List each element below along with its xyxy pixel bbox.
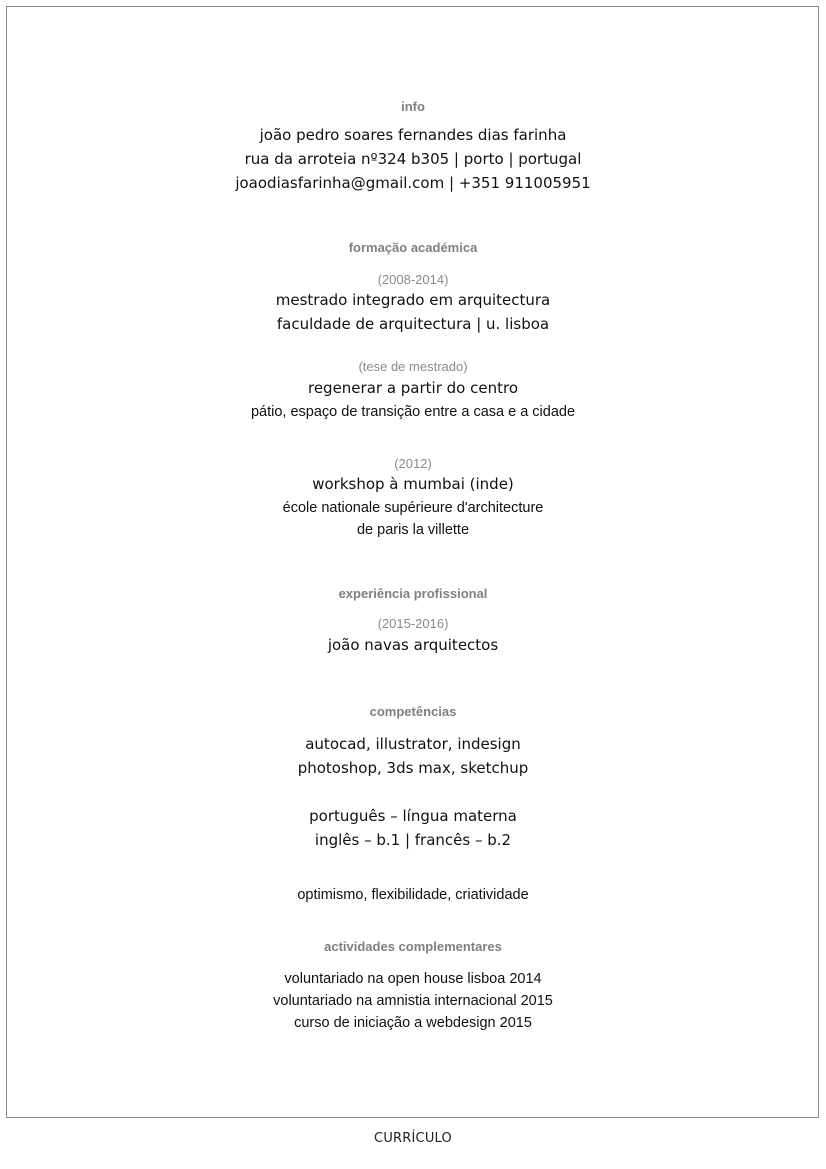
thesis-title: regenerar a partir do centro [307, 379, 518, 397]
experience-employer: joão navas arquitectos [327, 636, 499, 654]
education-title: mestrado integrado em arquitectura [275, 291, 551, 309]
thesis-subtitle: pátio, espaço de transição entre a casa e a cidade [250, 404, 576, 420]
section-heading-activities: actividades complementares [324, 939, 502, 954]
activity-item: curso de iniciação a webdesign 2015 [294, 1015, 532, 1031]
section-heading-info: info [401, 99, 425, 114]
skills-software-line: photoshop, 3ds max, sketchup [297, 759, 529, 777]
experience-period: (2015-2016) [377, 616, 449, 631]
education-period: (2008-2014) [377, 272, 449, 287]
skills-software-line: autocad, illustrator, indesign [305, 735, 521, 753]
activity-item: voluntariado na open house lisboa 2014 [284, 971, 542, 987]
workshop-institution-cont: de paris la villette [356, 522, 470, 538]
skills-language-line: inglês – b.1 | francês – b.2 [314, 831, 512, 849]
workshop-title: workshop à mumbai (inde) [312, 475, 514, 493]
name-line: joão pedro soares fernandes dias farinha [259, 126, 567, 144]
page-footer-label: CURRÍCULO [374, 1131, 452, 1146]
workshop-period: (2012) [394, 456, 432, 471]
workshop-institution: école nationale supérieure d'architecture [282, 500, 544, 516]
section-heading-experience: experiência profissional [338, 586, 488, 601]
section-heading-skills: competências [369, 704, 457, 719]
thesis-label: (tese de mestrado) [358, 359, 468, 374]
address-line: rua da arroteia nº324 b305 | porto | portugal [244, 150, 582, 168]
activity-item: voluntariado na amnistia internacional 2015 [273, 993, 553, 1009]
education-institution: faculdade de arquitectura | u. lisboa [276, 315, 550, 333]
contact-line: joaodiasfarinha@gmail.com | +351 911005951 [235, 174, 591, 192]
skills-language-line: português – língua materna [309, 807, 517, 825]
section-heading-education: formação académica [348, 240, 478, 255]
skills-personal: optimismo, flexibilidade, criatividade [297, 887, 529, 903]
